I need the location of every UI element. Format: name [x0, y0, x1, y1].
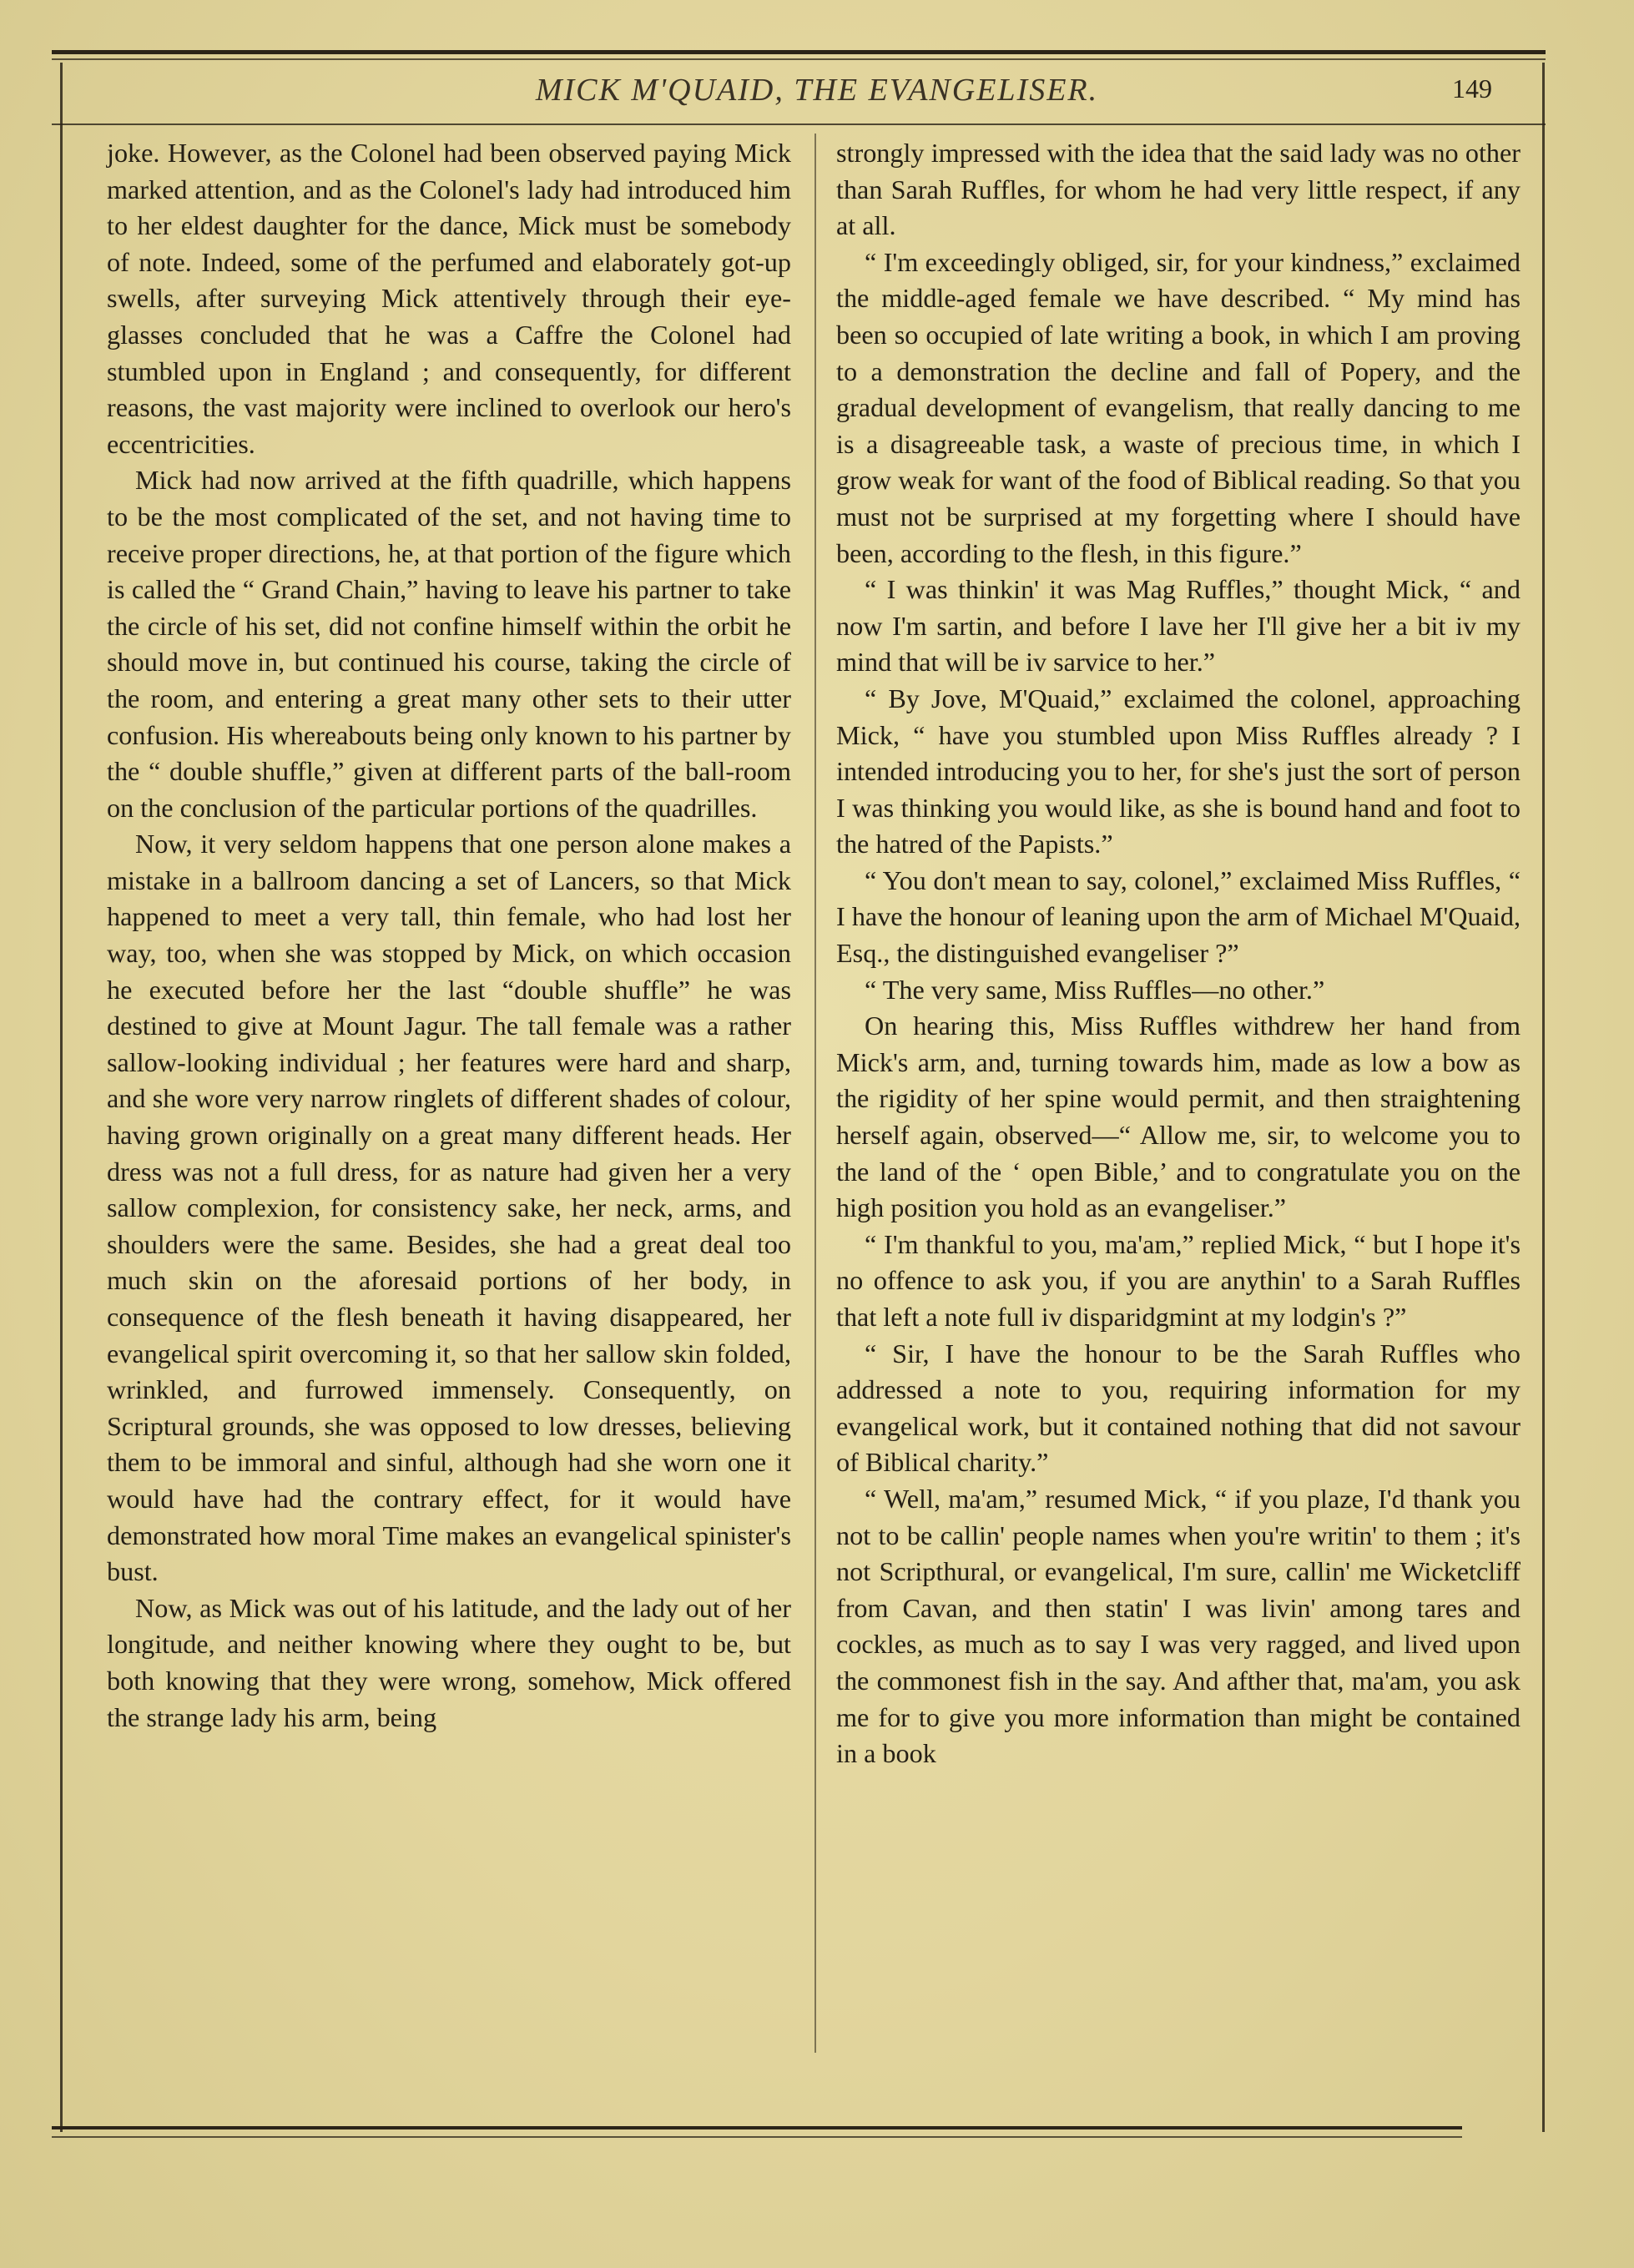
paragraph: “ I'm exceedingly obliged, sir, for your kindness,” exclaimed the middle-aged female we have described. “ My mind has been so occupied of late writing a book, in which I am proving to a demonstration the decline and fall of Popery, and the gradual development of evangelism, that really dancing to me is a disagreeable task, a waste of precious time, in which I grow weak for want of the food of Biblical reading. So that you must not be surprised at my forgetting where I should have been, according to the flesh, in this figure.”: [836, 246, 1521, 568]
right-column: [836, 135, 1521, 2121]
page-header: [0, 72, 1634, 118]
paragraph: “ Sir, I have the honour to be the Sarah Ruffles who addressed a note to you, requiring information for my evangelical work, but it contained nothing that did not savour of Biblical charity.”: [836, 1338, 1521, 1478]
paragraph: “ I'm thankful to you, ma'am,” replied Mick, “ but I hope it's no offence to ask you, if you are anythin' to a Sarah Ruffles that left a note full iv disparidgmint at my lodgin's ?”: [836, 1228, 1521, 1332]
page-number: 149: [1452, 73, 1492, 103]
paragraph: Now, it very seldom happens that one person alone makes a mistake in a ballroom dancing a set of Lancers, so that Mick happened to meet a very tall, thin female, who had lost her way, too, when she was stopped by Mick, on which occasion he executed before her the last “double shuffle” he was destined to give at Mount Jagur. The tall female was a rather sallow-looking individual ; her features were hard and sharp, and she wore very narrow ringlets of different shades of colour, having grown originally on a great many different heads. Her dress was not a full dress, for as nature had given her a very sallow complexion, for consistency sake, her neck, arms, and shoulders were the same. Besides, she had a great deal too much skin on the aforesaid portions of her body, in consequence of the flesh beneath it having disappeared, her evangelical spirit overcoming it, so that her sallow skin folded, wrinkled, and furrowed immensely. Consequently, on Scriptural grounds, she was opposed to low dresses, believing them to be immoral and sinful, although had she worn one it would have had the contrary effect, for it would have demonstrated how moral Time makes an evangelical spinister's bust.: [107, 829, 791, 1587]
column-divider: [814, 134, 816, 2053]
paragraph: “ You don't mean to say, colonel,” exclaimed Miss Ruffles, “ I have the honour of leaning upon the arm of Michael M'Quaid, Esq., the distinguished evangeliser ?”: [836, 864, 1521, 969]
top-border-rule: [52, 50, 1546, 54]
paragraph: joke. However, as the Colonel had been observed paying Mick marked attention, and as the Colonel's lady had introduced him to her eldest daughter for the dance, Mick must be somebody of note. Indeed, some of the perfumed and elaborately got-up swells, after surveying Mick attentively through their eye-glasses concluded that he was a Caffre the Colonel had stumbled upon in England ; and consequently, for different reasons, the vast majority were inclined to overlook our hero's eccentricities.: [107, 138, 791, 459]
right-border-rule: [1542, 63, 1545, 2132]
paragraph: strongly impressed with the idea that the said lady was no other than Sarah Ruffles, for whom he had very little respect, if any at all.: [836, 138, 1521, 241]
paragraph: Mick had now arrived at the fifth quadrille, which happens to be the most complicated of the set, and not having time to receive proper directions, he, at that portion of the figure which is called the “ Grand Chain,” having to leave his partner to take the circle of his set, did not confine himself within the orbit he should move in, but continued his course, taking the circle of the room, and entering a great many other sets to their utter confusion. His whereabouts being only known to his partner by the “ double shuffle,” given at different parts of the ball-room on the conclusion of the particular portions of the quadrilles.: [107, 465, 791, 823]
paragraph: “ The very same, Miss Ruffles—no other.”: [865, 974, 1325, 1005]
paragraph: On hearing this, Miss Ruffles withdrew her hand from Mick's arm, and, turning towards him, made as low a bow as the rigidity of her spine would permit, and then straightening herself again, observed—“ Allow me, sir, to welcome you to the land of the ‘ open Bible,’ and to congratulate you on the high position you hold as an evangeliser.”: [836, 1011, 1521, 1223]
paragraph: “ I was thinkin' it was Mag Ruffles,” thought Mick, “ and now I'm sartin, and before I lave her I'll give her a bit iv my mind that will be iv sarvice to her.”: [836, 574, 1521, 678]
running-title: MICK M'QUAID, THE EVANGELISER.: [535, 73, 1099, 108]
left-border-rule: [60, 63, 63, 2132]
header-rule: [52, 123, 1546, 125]
top-border-thin-rule: [52, 58, 1546, 60]
left-column: [107, 135, 791, 2121]
bottom-border-rule: [52, 2126, 1462, 2129]
paragraph: “ By Jove, M'Quaid,” exclaimed the colonel, approaching Mick, “ have you stumbled upon Miss Ruffles already ? I intended introducing you to her, for she's just the sort of person I was thinking you would like, as she is bound hand and foot to the hatred of the Papists.”: [836, 683, 1521, 859]
paragraph: Now, as Mick was out of his latitude, and the lady out of her longitude, and neither knowing where they ought to be, but both knowing that they were wrong, somehow, Mick offered the strange lady his arm, being: [107, 1592, 791, 1732]
bottom-border-thin-rule: [52, 2136, 1462, 2138]
paragraph: “ Well, ma'am,” resumed Mick, “ if you plaze, I'd thank you not to be callin' people names when you're writin' to them ; it's not Scripthural, or evangelical, I'm sure, callin' me Wicketcliff from Cavan, and then statin' I was livin' among tares and cockles, as much as to say I was very ragged, and lived upon the commonest fish in the say. And afther that, ma'am, you ask me for to give you more information than might be contained in a book: [836, 1483, 1521, 1769]
